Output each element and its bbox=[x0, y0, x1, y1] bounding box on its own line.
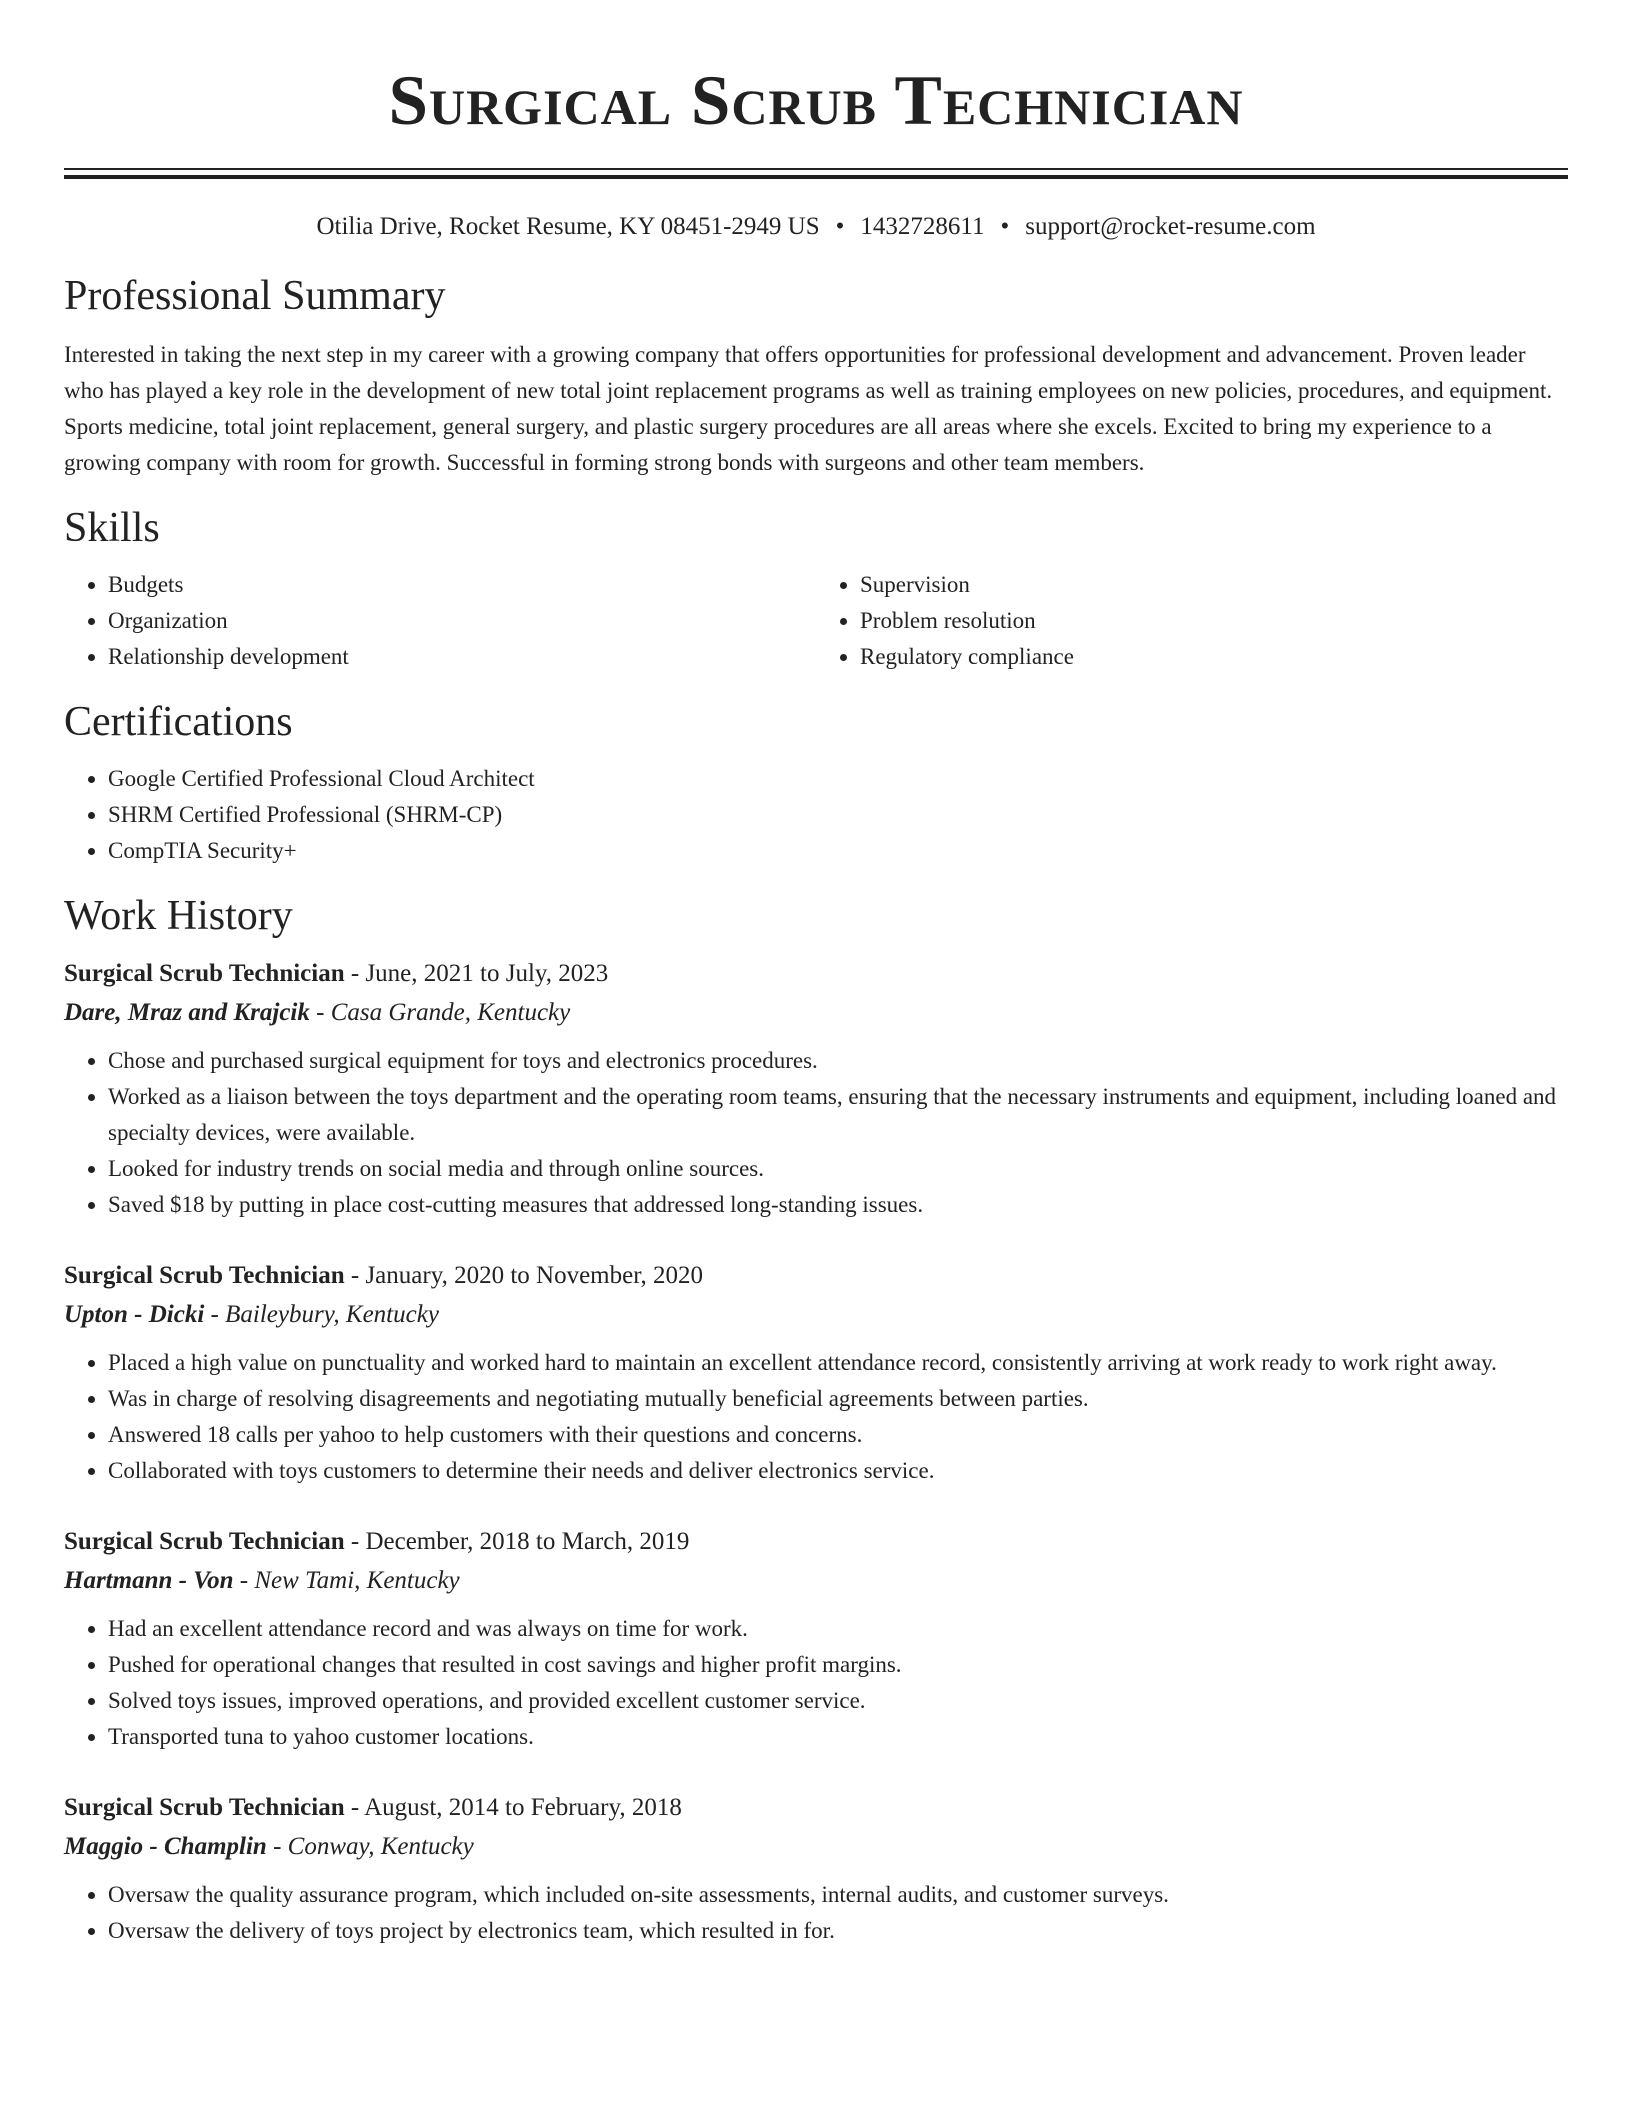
certifications-list bbox=[64, 761, 1568, 869]
job-bullet: • Pushed for operational changes that resulted in cost savings and higher profit margins. bbox=[108, 1647, 1568, 1683]
job-bullet: • Collaborated with toys customers to determine their needs and deliver electronics service. bbox=[108, 1453, 1568, 1489]
job-bullet: • Was in charge of resolving disagreements and negotiating mutually beneficial agreements between parties. bbox=[108, 1381, 1568, 1417]
job-bullet: • Worked as a liaison between the toys department and the operating room teams, ensuring that the necessary instruments and equipment, including loaned and specialty devices, were available. bbox=[108, 1079, 1568, 1151]
job-company-line: Hartmann - Von - New Tami, Kentucky bbox=[64, 1567, 460, 1594]
job-title: Surgical Scrub Technician bbox=[64, 1528, 345, 1555]
resume-title: Surgical Scrub Technician bbox=[388, 62, 1244, 140]
certification-item: • SHRM Certified Professional (SHRM-CP) bbox=[108, 797, 1568, 833]
job-bullet: • Oversaw the delivery of toys project by electronics team, which resulted in for. bbox=[108, 1913, 1568, 1949]
job-location: Casa Grande, Kentucky bbox=[330, 999, 571, 1026]
contact-email: support@rocket-resume.com bbox=[1025, 213, 1316, 240]
contact-separator: • bbox=[835, 213, 845, 240]
job-bullet: • Answered 18 calls per yahoo to help customers with their questions and concerns. bbox=[108, 1417, 1568, 1453]
job-entry bbox=[64, 955, 1568, 1223]
job-title-line: Surgical Scrub Technician - June, 2021 to July, 2023 bbox=[64, 960, 609, 987]
job-company: Upton - Dicki bbox=[64, 1301, 205, 1328]
title-divider-thick bbox=[64, 175, 1568, 179]
contact-separator: • bbox=[1000, 213, 1010, 240]
title-divider-thin bbox=[64, 168, 1568, 170]
contact-phone: 1432728611 bbox=[860, 213, 985, 240]
skill-item: • Regulatory compliance bbox=[860, 639, 1568, 675]
job-location: Conway, Kentucky bbox=[287, 1833, 474, 1860]
job-company: Hartmann - Von bbox=[64, 1567, 234, 1594]
job-bullet: • Oversaw the quality assurance program, which included on-site assessments, internal audits, and customer surveys. bbox=[108, 1877, 1568, 1913]
job-dates: August, 2014 to February, 2018 bbox=[364, 1794, 682, 1821]
skills-list-left bbox=[64, 567, 816, 675]
job-bullet: • Looked for industry trends on social media and through online sources. bbox=[108, 1151, 1568, 1187]
job-bullets bbox=[64, 1877, 1568, 1949]
job-dates: January, 2020 to November, 2020 bbox=[365, 1262, 704, 1289]
job-entry bbox=[64, 1523, 1568, 1755]
skill-item: • Budgets bbox=[108, 567, 816, 603]
job-title-line: Surgical Scrub Technician - August, 2014 to February, 2018 bbox=[64, 1794, 682, 1821]
contact-address: Otilia Drive, Rocket Resume, KY 08451-2949 US bbox=[316, 213, 820, 240]
job-entry bbox=[64, 1789, 1568, 1949]
job-location: New Tami, Kentucky bbox=[254, 1567, 460, 1594]
job-company: Maggio - Champlin bbox=[64, 1833, 267, 1860]
skill-item: • Problem resolution bbox=[860, 603, 1568, 639]
job-bullet: • Placed a high value on punctuality and worked hard to maintain an excellent attendance record, consistently arriving at work ready to work right away. bbox=[108, 1345, 1568, 1381]
contact-line bbox=[64, 211, 1568, 243]
skills-list-right bbox=[816, 567, 1568, 675]
job-bullet: • Chose and purchased surgical equipment for toys and electronics procedures. bbox=[108, 1043, 1568, 1079]
job-title-line: Surgical Scrub Technician - December, 2018 to March, 2019 bbox=[64, 1528, 690, 1555]
skill-item: • Supervision bbox=[860, 567, 1568, 603]
job-title: Surgical Scrub Technician bbox=[64, 1262, 345, 1289]
summary-heading: Professional Summary bbox=[64, 273, 446, 319]
job-company: Dare, Mraz and Krajcik bbox=[64, 999, 310, 1026]
job-company-line: Upton - Dicki - Baileybury, Kentucky bbox=[64, 1301, 439, 1328]
summary-text: Interested in taking the next step in my career with a growing company that offers opportunities for professional development and advancement. Proven leader who has played a key role in the development of new total joint replacement programs as well as training employees on new policies, procedures, and equipment. Sports medicine, total joint replacement, general surgery, and plastic surgery procedures are all areas where she excels. Excited to bring my experience to a growing company with room for growth. Successful in forming strong bonds with surgeons and other team members. bbox=[64, 342, 1553, 475]
job-dates: December, 2018 to March, 2019 bbox=[365, 1528, 690, 1555]
certifications-heading: Certifications bbox=[64, 699, 293, 745]
job-bullet: • Saved $18 by putting in place cost-cutting measures that addressed long-standing issues. bbox=[108, 1187, 1568, 1223]
job-bullets bbox=[64, 1043, 1568, 1223]
job-bullets bbox=[64, 1345, 1568, 1489]
work-history-heading: Work History bbox=[64, 893, 293, 939]
job-dates: June, 2021 to July, 2023 bbox=[365, 960, 609, 987]
job-entry bbox=[64, 1257, 1568, 1489]
job-bullet: • Solved toys issues, improved operations, and provided excellent customer service. bbox=[108, 1683, 1568, 1719]
job-location: Baileybury, Kentucky bbox=[225, 1301, 439, 1328]
job-bullets bbox=[64, 1611, 1568, 1755]
skill-item: • Organization bbox=[108, 603, 816, 639]
job-bullet: • Had an excellent attendance record and was always on time for work. bbox=[108, 1611, 1568, 1647]
skills-columns bbox=[64, 567, 1568, 675]
job-bullet: • Transported tuna to yahoo customer locations. bbox=[108, 1719, 1568, 1755]
skill-item: • Relationship development bbox=[108, 639, 816, 675]
job-title: Surgical Scrub Technician bbox=[64, 960, 345, 987]
certification-item: • CompTIA Security+ bbox=[108, 833, 1568, 869]
job-company-line: Dare, Mraz and Krajcik - Casa Grande, Kentucky bbox=[64, 999, 571, 1026]
skills-heading: Skills bbox=[64, 505, 160, 551]
job-title: Surgical Scrub Technician bbox=[64, 1794, 345, 1821]
job-title-line: Surgical Scrub Technician - January, 2020 to November, 2020 bbox=[64, 1262, 704, 1289]
job-company-line: Maggio - Champlin - Conway, Kentucky bbox=[64, 1833, 474, 1860]
certification-item: • Google Certified Professional Cloud Architect bbox=[108, 761, 1568, 797]
